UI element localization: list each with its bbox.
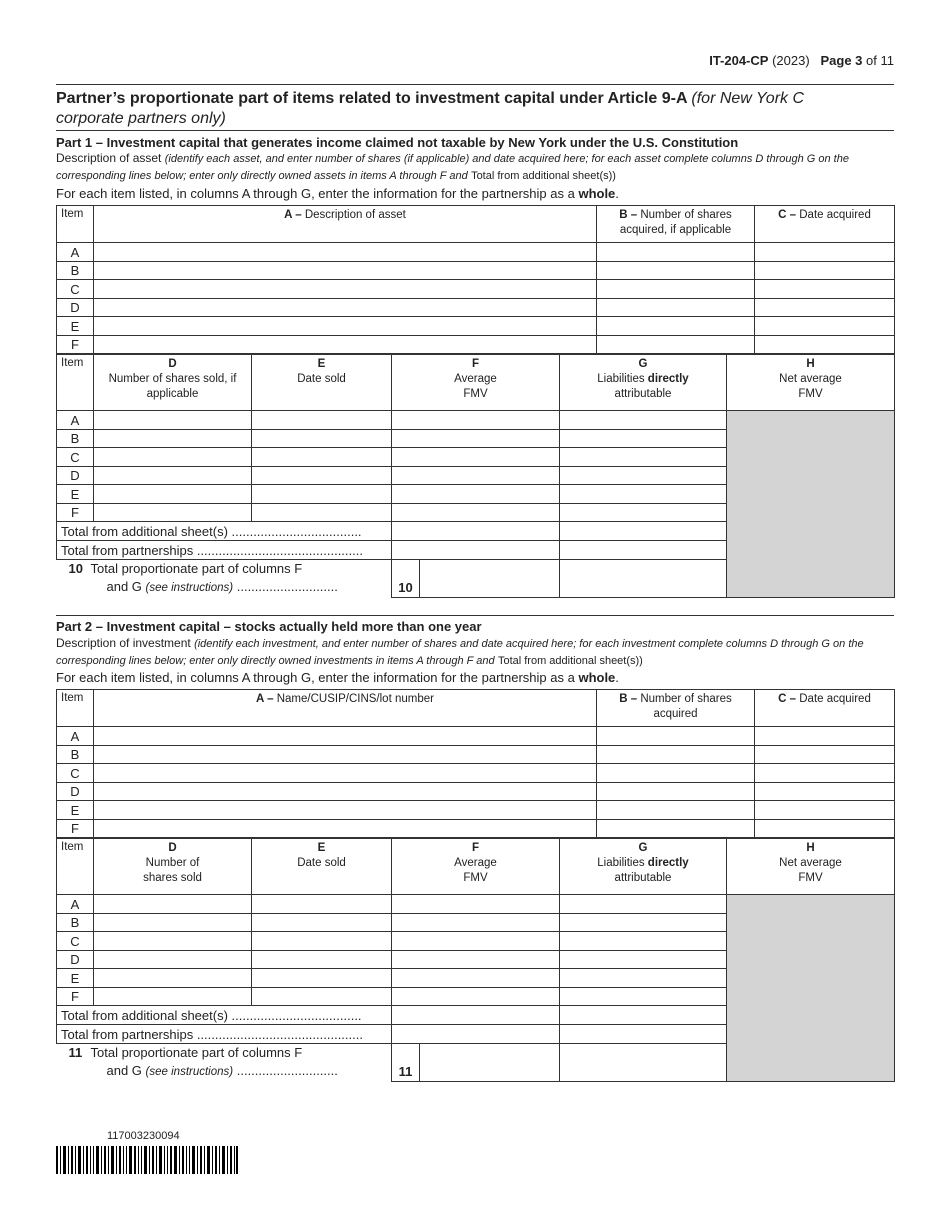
page-label: Page 3 xyxy=(820,53,863,68)
input-cell[interactable] xyxy=(252,467,392,485)
input-cell[interactable] xyxy=(597,317,755,336)
col-a-header xyxy=(94,206,597,243)
col-letter: H xyxy=(806,842,815,854)
col-c-header xyxy=(755,206,895,243)
line-11-box-label: 11 xyxy=(392,1044,420,1082)
input-cell[interactable] xyxy=(392,522,560,541)
input-cell[interactable] xyxy=(252,988,392,1006)
input-cell[interactable] xyxy=(94,820,597,838)
input-cell[interactable] xyxy=(392,895,560,914)
col-label: Number of shares sold, if applicable xyxy=(108,373,237,400)
leader-dots: ............................ xyxy=(236,1063,338,1078)
line-10-input[interactable] xyxy=(420,560,560,598)
row-label: D xyxy=(57,467,94,485)
input-cell[interactable] xyxy=(755,727,895,746)
col-h-header xyxy=(727,355,895,411)
input-cell[interactable] xyxy=(755,820,895,838)
row-label: F xyxy=(57,336,94,354)
input-cell[interactable] xyxy=(392,541,560,560)
desc-italic: (identify each asset, and enter number of shares (if applicable) and date acquired here; for each asset complete columns D through G on the corresponding lines below; enter only directly owned assets in items A through F and xyxy=(56,153,849,182)
part1-table-bottom xyxy=(56,354,895,598)
input-cell[interactable] xyxy=(597,243,755,262)
divider xyxy=(56,130,894,131)
line-italic: (see instructions) xyxy=(145,1066,234,1078)
input-cell[interactable] xyxy=(94,988,252,1006)
input-cell[interactable] xyxy=(755,783,895,801)
input-cell[interactable] xyxy=(560,522,727,541)
input-cell[interactable] xyxy=(755,280,895,299)
col-label: Liabilities xyxy=(597,857,645,869)
row-label: A xyxy=(57,727,94,746)
part1-title: Part 1 – Investment capital that generates income claimed not taxable by New York under the U.S. Constitution xyxy=(56,135,739,150)
col-label-bold: directly xyxy=(647,373,689,385)
form-year: (2023) xyxy=(772,53,810,68)
col-label: Number of shares acquired, if applicable xyxy=(619,209,732,236)
input-cell[interactable] xyxy=(252,430,392,448)
row-label: F xyxy=(57,988,94,1006)
input-cell[interactable] xyxy=(94,243,597,262)
input-cell[interactable] xyxy=(392,932,560,951)
note-text: For each item listed, in columns A through G, enter the information for the partnership as a xyxy=(56,670,575,685)
part2-description xyxy=(56,635,894,669)
input-cell[interactable] xyxy=(755,262,895,280)
input-cell[interactable] xyxy=(252,448,392,467)
col-c-header xyxy=(755,690,895,727)
col-d-header xyxy=(94,839,252,895)
input-cell[interactable] xyxy=(560,988,727,1006)
col-label-bold: directly xyxy=(647,857,689,869)
col-g-header xyxy=(560,839,727,895)
input-cell[interactable] xyxy=(560,969,727,988)
title-sub: (for New York C corporate partners only) xyxy=(56,90,805,127)
input-cell[interactable] xyxy=(597,262,755,280)
title-main: Partner’s proportionate part of items related to investment capital under Article 9-A xyxy=(56,90,687,107)
total-additional-label: Total from additional sheet(s) .................................... xyxy=(57,522,392,541)
input-cell[interactable] xyxy=(755,746,895,764)
row-label: E xyxy=(57,317,94,336)
row-label: D xyxy=(57,299,94,317)
page-of: of 11 xyxy=(866,53,894,68)
input-cell[interactable] xyxy=(755,336,895,354)
input-cell[interactable] xyxy=(94,504,252,522)
input-cell[interactable] xyxy=(597,783,755,801)
col-label: Description of asset xyxy=(304,209,406,221)
input-cell[interactable] xyxy=(560,485,727,504)
col-e-header xyxy=(252,355,392,411)
input-cell[interactable] xyxy=(560,430,727,448)
row-label: B xyxy=(57,746,94,764)
row-label: D xyxy=(57,951,94,969)
input-cell[interactable] xyxy=(755,764,895,783)
barcode-icon xyxy=(56,1146,238,1174)
col-letter: B – xyxy=(619,209,638,221)
part1-description xyxy=(56,150,894,184)
line-text: Total proportionate part of columns F xyxy=(90,1045,303,1060)
input-cell[interactable] xyxy=(94,411,252,430)
divider xyxy=(56,615,894,616)
input-cell[interactable] xyxy=(392,485,560,504)
col-letter: C – xyxy=(778,209,797,221)
input-cell[interactable] xyxy=(755,317,895,336)
input-cell[interactable] xyxy=(560,541,727,560)
input-cell[interactable] xyxy=(392,914,560,932)
input-cell[interactable] xyxy=(252,411,392,430)
col-label: Date sold xyxy=(297,857,346,869)
total-additional-label: Total from additional sheet(s) .................................... xyxy=(57,1006,392,1025)
col-letter: A – xyxy=(256,693,274,705)
input-cell[interactable] xyxy=(392,988,560,1006)
col-label: Net average FMV xyxy=(779,373,842,400)
col-letter: E xyxy=(317,842,326,854)
row-label: A xyxy=(57,243,94,262)
col-letter: C – xyxy=(778,693,797,705)
line-11-input[interactable] xyxy=(420,1044,560,1082)
col-letter: G xyxy=(638,358,648,370)
input-cell[interactable] xyxy=(560,895,727,914)
line-text: and G xyxy=(106,1063,142,1078)
col-letter: D xyxy=(168,842,177,854)
input-cell[interactable] xyxy=(94,485,252,504)
input-cell[interactable] xyxy=(252,951,392,969)
part1-table-top xyxy=(56,205,895,354)
col-letter: E xyxy=(317,358,326,370)
col-e-header xyxy=(252,839,392,895)
page-title xyxy=(56,89,856,129)
line-10-box-label: 10 xyxy=(392,560,420,598)
input-cell[interactable] xyxy=(94,932,252,951)
input-cell[interactable] xyxy=(252,485,392,504)
row-label: B xyxy=(57,262,94,280)
input-cell[interactable] xyxy=(597,764,755,783)
note-bold: whole xyxy=(578,670,616,685)
line-10-input-g[interactable] xyxy=(560,560,727,598)
input-cell[interactable] xyxy=(597,280,755,299)
input-cell[interactable] xyxy=(392,504,560,522)
desc-italic: (identify each investment, and enter number of shares and date acquired here; for each investment complete columns D through G on the corresponding lines below; enter only directly owned investments in items A through F and xyxy=(56,638,864,667)
row-label: A xyxy=(57,895,94,914)
line-text: Total proportionate part of columns F xyxy=(90,561,303,576)
col-letter: B – xyxy=(619,693,638,705)
form-number: IT-204-CP xyxy=(709,53,769,68)
row-label: C xyxy=(57,280,94,299)
col-label: Number of shares acquired xyxy=(640,693,732,720)
input-cell[interactable] xyxy=(252,504,392,522)
input-cell[interactable] xyxy=(94,467,252,485)
col-letter: F xyxy=(471,842,480,854)
col-label: Liabilities xyxy=(597,373,645,385)
part2-table-top xyxy=(56,689,895,838)
col-letter: D xyxy=(168,358,177,370)
col-f-header xyxy=(392,355,560,411)
col-item-header: Item xyxy=(57,690,94,727)
leader-dots: ............................ xyxy=(236,579,338,594)
input-cell[interactable] xyxy=(94,280,597,299)
part2-note: For each item listed, in columns A through G, enter the information for the partnership as a whole. xyxy=(56,670,619,685)
input-cell[interactable] xyxy=(94,317,597,336)
input-cell[interactable] xyxy=(94,262,597,280)
row-label: B xyxy=(57,430,94,448)
col-label: Number of shares sold xyxy=(143,857,202,884)
row-label: E xyxy=(57,485,94,504)
line-number: 10 xyxy=(68,561,83,576)
input-cell[interactable] xyxy=(755,243,895,262)
col-a-header xyxy=(94,690,597,727)
input-cell[interactable] xyxy=(94,914,252,932)
col-item-header: Item xyxy=(57,839,94,895)
input-cell[interactable] xyxy=(94,727,597,746)
input-cell[interactable] xyxy=(597,801,755,820)
part1-note: For each item listed, in columns A through G, enter the information for the partnership as a whole. xyxy=(56,186,619,201)
input-cell[interactable] xyxy=(252,895,392,914)
page-header xyxy=(709,53,894,68)
col-label: attributable xyxy=(614,388,672,400)
input-cell[interactable] xyxy=(94,969,252,988)
col-f-header xyxy=(392,839,560,895)
col-letter: G xyxy=(638,842,648,854)
input-cell[interactable] xyxy=(755,801,895,820)
input-cell[interactable] xyxy=(392,1006,560,1025)
row-label: B xyxy=(57,914,94,932)
input-cell[interactable] xyxy=(597,746,755,764)
col-letter: A – xyxy=(284,209,302,221)
input-cell[interactable] xyxy=(392,411,560,430)
input-cell[interactable] xyxy=(94,430,252,448)
input-cell[interactable] xyxy=(252,914,392,932)
input-cell[interactable] xyxy=(94,951,252,969)
col-label: Date sold xyxy=(297,373,346,385)
row-label: C xyxy=(57,448,94,467)
row-label: C xyxy=(57,764,94,783)
input-cell[interactable] xyxy=(94,746,597,764)
line-10-label xyxy=(57,560,392,598)
line-text: and G xyxy=(106,579,142,594)
col-label: Average FMV xyxy=(454,857,497,884)
col-d-header xyxy=(94,355,252,411)
input-cell[interactable] xyxy=(392,969,560,988)
col-h-header xyxy=(727,839,895,895)
input-cell[interactable] xyxy=(597,820,755,838)
desc-tail: Total from additional sheet(s)) xyxy=(497,655,643,667)
input-cell[interactable] xyxy=(94,764,597,783)
line-italic: (see instructions) xyxy=(145,582,234,594)
row-label: E xyxy=(57,801,94,820)
col-label: Net average FMV xyxy=(779,857,842,884)
desc-lead: Description of asset xyxy=(56,151,162,165)
shaded-cell xyxy=(727,411,895,598)
input-cell[interactable] xyxy=(392,448,560,467)
col-g-header xyxy=(560,355,727,411)
total-partnerships-label: Total from partnerships .............................................. xyxy=(57,1025,392,1044)
input-cell[interactable] xyxy=(755,299,895,317)
input-cell[interactable] xyxy=(597,336,755,354)
input-cell[interactable] xyxy=(392,467,560,485)
col-label: Average FMV xyxy=(454,373,497,400)
part2-table-bottom xyxy=(56,838,895,1082)
col-b-header xyxy=(597,690,755,727)
desc-lead: Description of investment xyxy=(56,636,191,650)
row-label: C xyxy=(57,932,94,951)
input-cell[interactable] xyxy=(560,951,727,969)
row-label: D xyxy=(57,783,94,801)
input-cell[interactable] xyxy=(94,783,597,801)
input-cell[interactable] xyxy=(94,895,252,914)
input-cell[interactable] xyxy=(94,801,597,820)
col-b-header xyxy=(597,206,755,243)
input-cell[interactable] xyxy=(94,299,597,317)
input-cell[interactable] xyxy=(597,299,755,317)
input-cell[interactable] xyxy=(252,969,392,988)
total-partnerships-label: Total from partnerships .............................................. xyxy=(57,541,392,560)
col-label: Date acquired xyxy=(799,209,871,221)
note-bold: whole xyxy=(578,186,616,201)
input-cell[interactable] xyxy=(252,932,392,951)
col-letter: F xyxy=(471,358,480,370)
input-cell[interactable] xyxy=(560,411,727,430)
col-letter: H xyxy=(806,358,815,370)
input-cell[interactable] xyxy=(560,914,727,932)
barcode-number: 117003230094 xyxy=(107,1130,180,1142)
line-11-input-g[interactable] xyxy=(560,1044,727,1082)
input-cell[interactable] xyxy=(560,448,727,467)
input-cell[interactable] xyxy=(597,727,755,746)
row-label: F xyxy=(57,504,94,522)
part2-title: Part 2 – Investment capital – stocks actually held more than one year xyxy=(56,619,482,634)
col-item-header: Item xyxy=(57,206,94,243)
input-cell[interactable] xyxy=(560,1006,727,1025)
input-cell[interactable] xyxy=(94,336,597,354)
input-cell[interactable] xyxy=(94,448,252,467)
col-label: Name/CUSIP/CINS/lot number xyxy=(276,693,434,705)
divider xyxy=(56,84,894,85)
col-label: attributable xyxy=(614,872,672,884)
input-cell[interactable] xyxy=(560,1025,727,1044)
col-item-header: Item xyxy=(57,355,94,411)
input-cell[interactable] xyxy=(560,467,727,485)
input-cell[interactable] xyxy=(392,951,560,969)
input-cell[interactable] xyxy=(560,504,727,522)
desc-tail: Total from additional sheet(s)) xyxy=(471,170,616,182)
input-cell[interactable] xyxy=(560,932,727,951)
line-number: 11 xyxy=(68,1045,83,1060)
col-label: Date acquired xyxy=(799,693,871,705)
row-label: F xyxy=(57,820,94,838)
shaded-cell xyxy=(727,895,895,1082)
note-text: For each item listed, in columns A through G, enter the information for the partnership as a xyxy=(56,186,575,201)
input-cell[interactable] xyxy=(392,1025,560,1044)
row-label: A xyxy=(57,411,94,430)
row-label: E xyxy=(57,969,94,988)
input-cell[interactable] xyxy=(392,430,560,448)
line-11-label xyxy=(57,1044,392,1082)
